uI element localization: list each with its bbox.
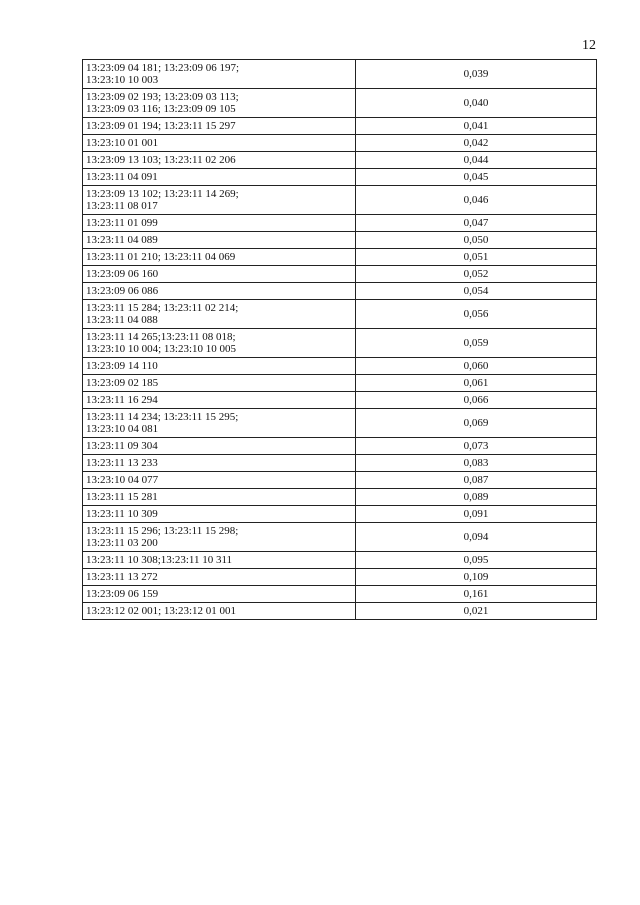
table-row — [83, 249, 597, 266]
value-cell: 0,094 — [356, 523, 597, 552]
table-row — [83, 438, 597, 455]
value-cell: 0,095 — [356, 552, 597, 569]
data-table — [82, 59, 597, 620]
cadastral-numbers-cell: 13:23:10 01 001 — [83, 135, 356, 152]
value-cell: 0,056 — [356, 300, 597, 329]
table-row — [83, 392, 597, 409]
value-cell: 0,109 — [356, 569, 597, 586]
cadastral-numbers-cell: 13:23:09 06 159 — [83, 586, 356, 603]
table-row — [83, 186, 597, 215]
table-row — [83, 60, 597, 89]
cadastral-numbers-cell: 13:23:10 04 077 — [83, 472, 356, 489]
cadastral-numbers-cell: 13:23:11 14 265;13:23:11 08 018; 13:23:10 10 004; 13:23:10 10 005 — [83, 329, 356, 358]
cadastral-numbers-cell: 13:23:09 13 102; 13:23:11 14 269; 13:23:11 08 017 — [83, 186, 356, 215]
value-cell: 0,050 — [356, 232, 597, 249]
cadastral-numbers-cell: 13:23:11 09 304 — [83, 438, 356, 455]
cadastral-numbers-cell: 13:23:11 10 309 — [83, 506, 356, 523]
cadastral-numbers-cell: 13:23:11 13 233 — [83, 455, 356, 472]
value-cell: 0,089 — [356, 489, 597, 506]
cadastral-numbers-cell: 13:23:09 04 181; 13:23:09 06 197; 13:23:10 10 003 — [83, 60, 356, 89]
table-row — [83, 506, 597, 523]
value-cell: 0,073 — [356, 438, 597, 455]
table-row — [83, 300, 597, 329]
value-cell: 0,069 — [356, 409, 597, 438]
value-cell: 0,052 — [356, 266, 597, 283]
value-cell: 0,087 — [356, 472, 597, 489]
cadastral-numbers-cell: 13:23:09 02 193; 13:23:09 03 113; 13:23:09 03 116; 13:23:09 09 105 — [83, 89, 356, 118]
cadastral-numbers-cell: 13:23:11 13 272 — [83, 569, 356, 586]
table-row — [83, 152, 597, 169]
table-row — [83, 552, 597, 569]
table-row — [83, 489, 597, 506]
table-row — [83, 135, 597, 152]
table-row — [83, 523, 597, 552]
value-cell: 0,060 — [356, 358, 597, 375]
table-row — [83, 409, 597, 438]
value-cell: 0,083 — [356, 455, 597, 472]
value-cell: 0,047 — [356, 215, 597, 232]
value-cell: 0,041 — [356, 118, 597, 135]
value-cell: 0,046 — [356, 186, 597, 215]
cadastral-numbers-cell: 13:23:11 15 281 — [83, 489, 356, 506]
cadastral-numbers-cell: 13:23:11 15 296; 13:23:11 15 298; 13:23:11 03 200 — [83, 523, 356, 552]
cadastral-numbers-cell: 13:23:11 15 284; 13:23:11 02 214; 13:23:11 04 088 — [83, 300, 356, 329]
cadastral-numbers-cell: 13:23:09 01 194; 13:23:11 15 297 — [83, 118, 356, 135]
cadastral-numbers-cell: 13:23:11 04 089 — [83, 232, 356, 249]
table-row — [83, 455, 597, 472]
value-cell: 0,042 — [356, 135, 597, 152]
table-body — [83, 60, 597, 620]
cadastral-numbers-cell: 13:23:09 06 086 — [83, 283, 356, 300]
table-row — [83, 89, 597, 118]
table-row — [83, 283, 597, 300]
value-cell: 0,045 — [356, 169, 597, 186]
table-row — [83, 586, 597, 603]
value-cell: 0,054 — [356, 283, 597, 300]
table-row — [83, 215, 597, 232]
cadastral-numbers-cell: 13:23:11 01 099 — [83, 215, 356, 232]
cadastral-numbers-cell: 13:23:11 10 308;13:23:11 10 311 — [83, 552, 356, 569]
cadastral-numbers-cell: 13:23:09 13 103; 13:23:11 02 206 — [83, 152, 356, 169]
table-row — [83, 329, 597, 358]
value-cell: 0,059 — [356, 329, 597, 358]
cadastral-numbers-cell: 13:23:11 16 294 — [83, 392, 356, 409]
cadastral-numbers-cell: 13:23:11 04 091 — [83, 169, 356, 186]
table-row — [83, 569, 597, 586]
page-number: 12 — [582, 38, 596, 53]
table-row — [83, 232, 597, 249]
cadastral-numbers-cell: 13:23:11 01 210; 13:23:11 04 069 — [83, 249, 356, 266]
value-cell: 0,051 — [356, 249, 597, 266]
cadastral-numbers-cell: 13:23:12 02 001; 13:23:12 01 001 — [83, 603, 356, 620]
cadastral-numbers-cell: 13:23:09 14 110 — [83, 358, 356, 375]
cadastral-numbers-cell: 13:23:09 06 160 — [83, 266, 356, 283]
value-cell: 0,039 — [356, 60, 597, 89]
table-row — [83, 375, 597, 392]
value-cell: 0,044 — [356, 152, 597, 169]
value-cell: 0,161 — [356, 586, 597, 603]
table-row — [83, 169, 597, 186]
value-cell: 0,040 — [356, 89, 597, 118]
value-cell: 0,021 — [356, 603, 597, 620]
table-row — [83, 118, 597, 135]
value-cell: 0,091 — [356, 506, 597, 523]
table-row — [83, 603, 597, 620]
cadastral-numbers-cell: 13:23:09 02 185 — [83, 375, 356, 392]
table-row — [83, 472, 597, 489]
value-cell: 0,061 — [356, 375, 597, 392]
value-cell: 0,066 — [356, 392, 597, 409]
table-row — [83, 358, 597, 375]
cadastral-numbers-cell: 13:23:11 14 234; 13:23:11 15 295; 13:23:10 04 081 — [83, 409, 356, 438]
table-row — [83, 266, 597, 283]
